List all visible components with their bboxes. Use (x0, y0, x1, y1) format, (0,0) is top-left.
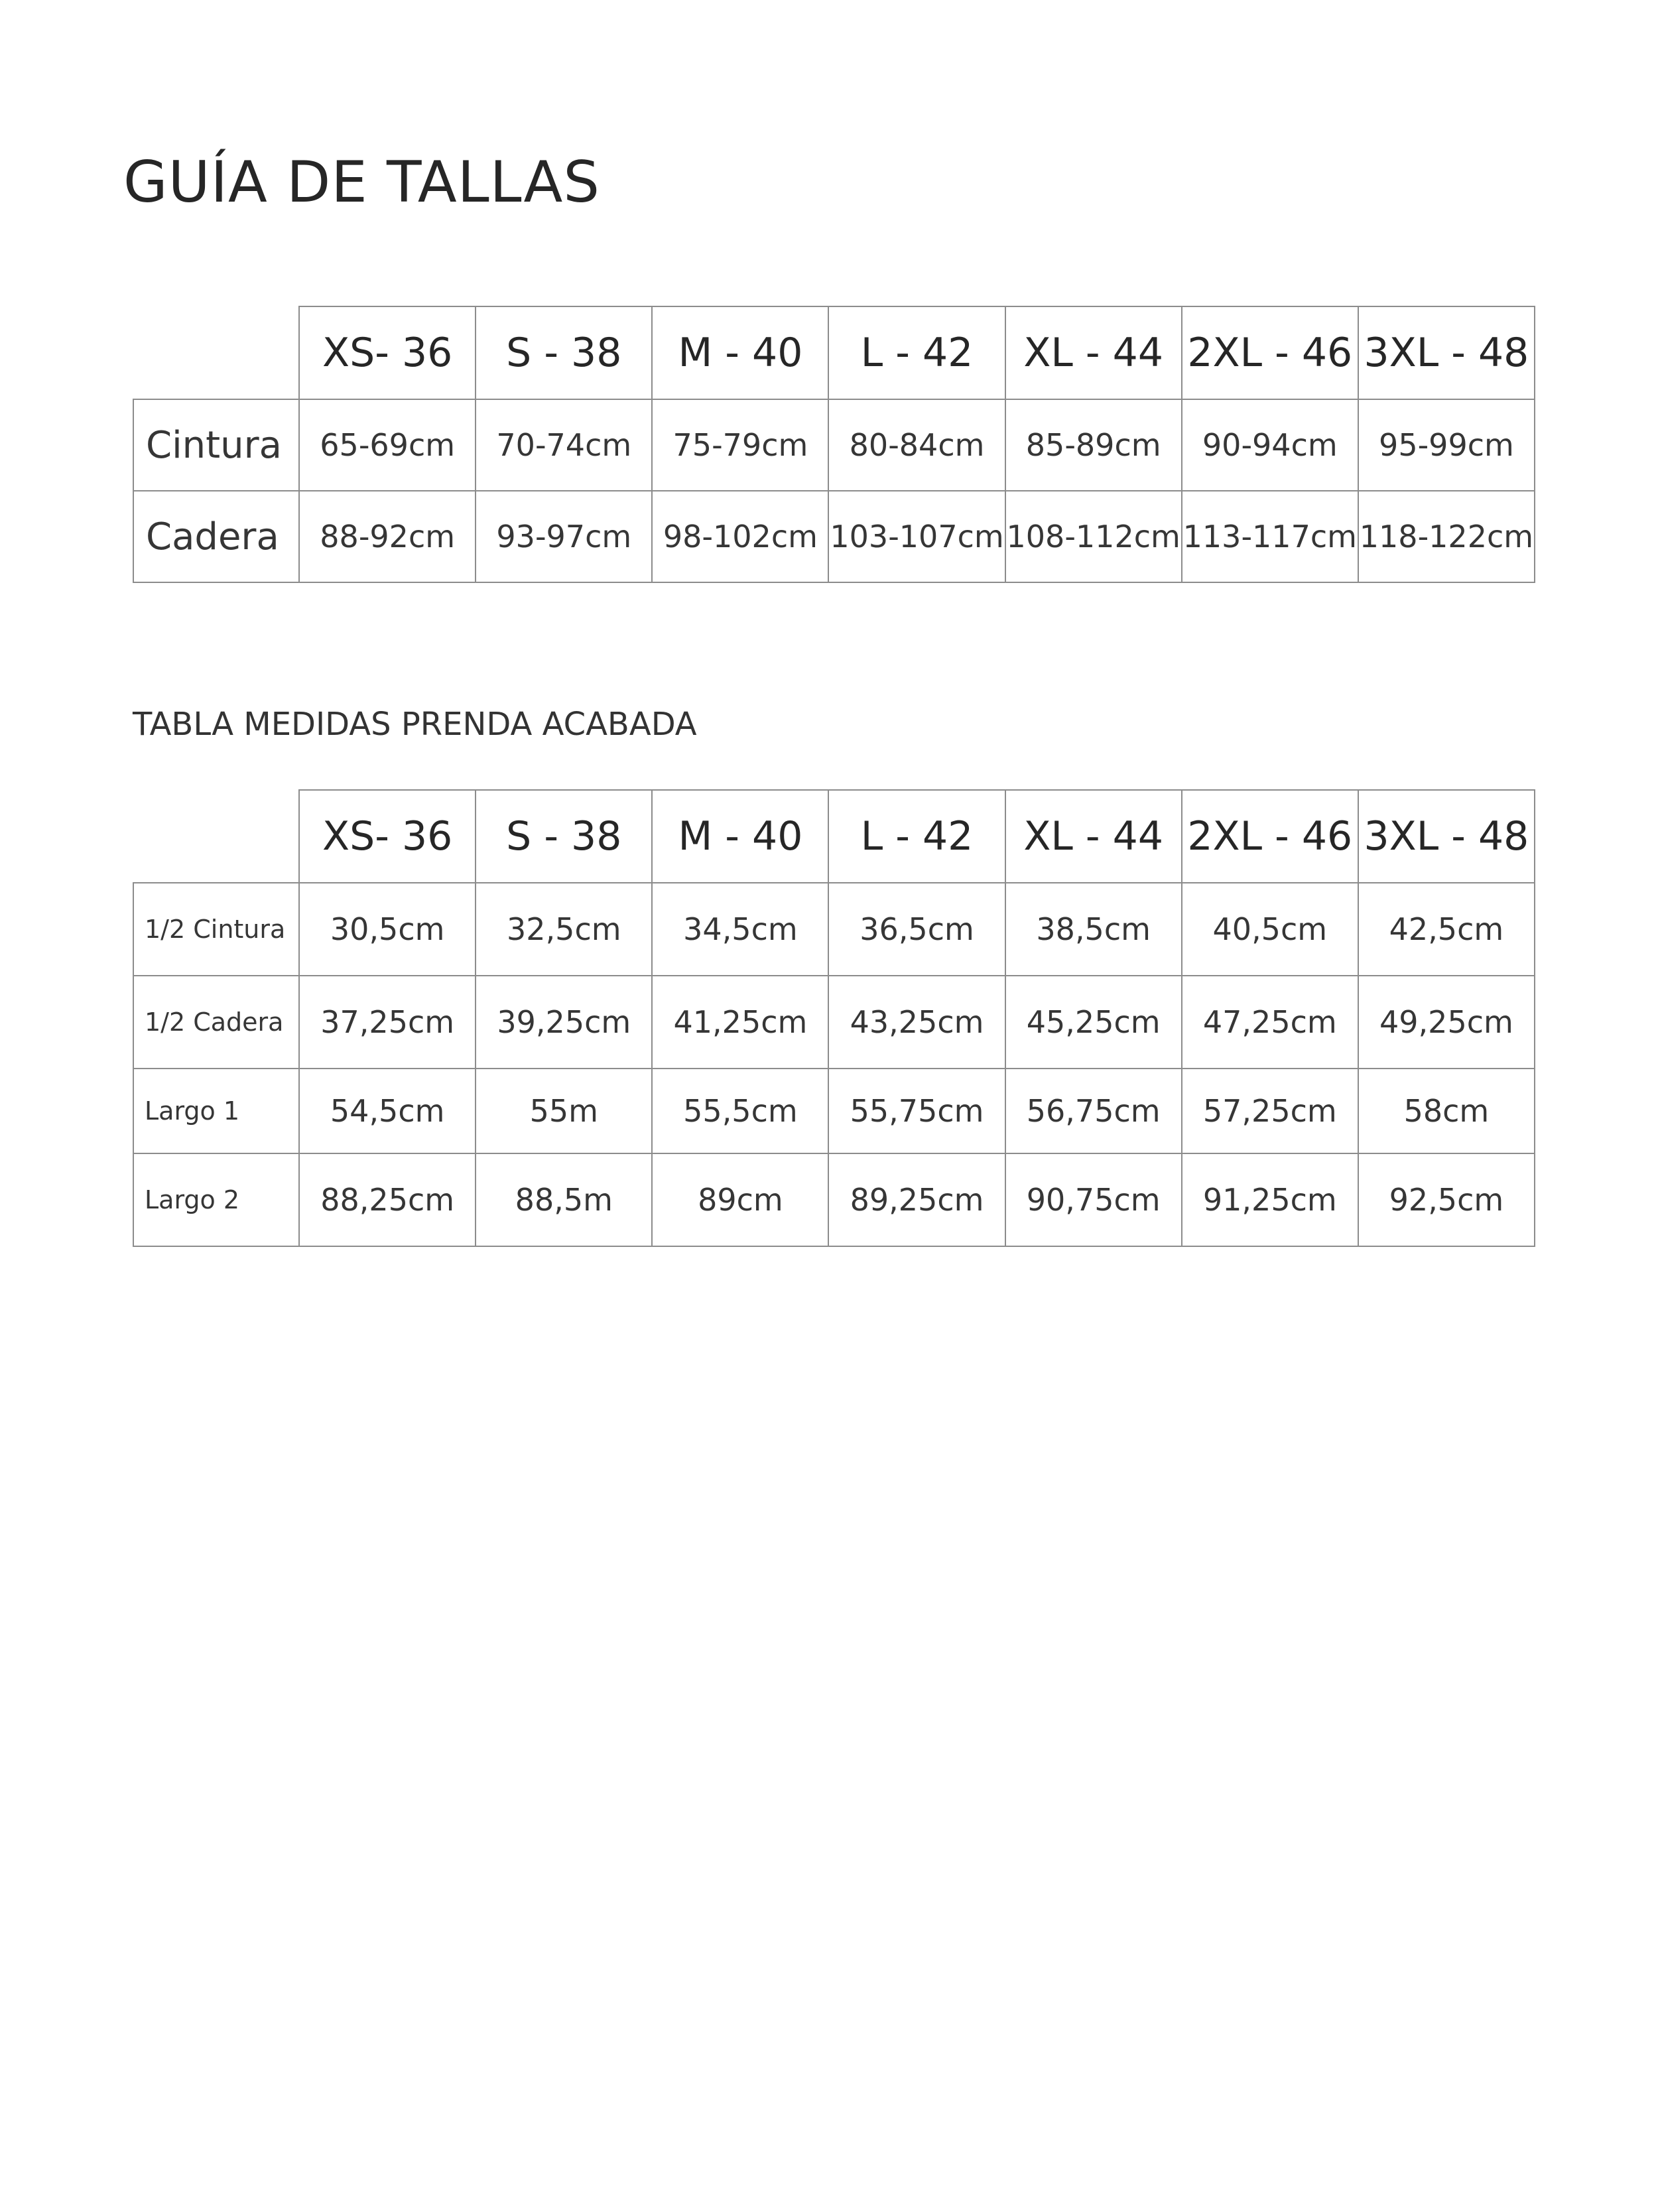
measurement-cell: 41,25cm (652, 976, 828, 1069)
table-row (133, 399, 1535, 491)
measurement-cell: 92,5cm (1358, 1153, 1535, 1246)
measurement-cell: 43,25cm (828, 976, 1005, 1069)
size-header: 3XL - 48 (1358, 306, 1535, 399)
measurement-cell: 90,75cm (1005, 1153, 1182, 1246)
measurement-cell: 89,25cm (828, 1153, 1005, 1246)
measurement-cell: 40,5cm (1182, 883, 1358, 976)
measurement-cell: 47,25cm (1182, 976, 1358, 1069)
table-row (133, 883, 1535, 976)
size-header: XS- 36 (299, 790, 476, 883)
size-header: XS- 36 (299, 306, 476, 399)
measurement-cell: 103-107cm (828, 491, 1005, 582)
measurement-cell: 98-102cm (652, 491, 828, 582)
size-header: L - 42 (828, 306, 1005, 399)
size-header: M - 40 (652, 306, 828, 399)
row-label: Cadera (133, 491, 299, 582)
page-title: GUÍA DE TALLAS (123, 149, 600, 216)
table-row (133, 1069, 1535, 1153)
measurement-cell: 38,5cm (1005, 883, 1182, 976)
measurement-cell: 56,75cm (1005, 1069, 1182, 1153)
size-header: S - 38 (476, 790, 652, 883)
table-row (133, 491, 1535, 582)
row-label: 1/2 Cadera (133, 976, 299, 1069)
measurement-cell: 93-97cm (476, 491, 652, 582)
measurement-cell: 55m (476, 1069, 652, 1153)
measurement-cell: 34,5cm (652, 883, 828, 976)
measurement-cell: 113-117cm (1182, 491, 1358, 582)
measurement-cell: 75-79cm (652, 399, 828, 491)
size-header: 2XL - 46 (1182, 790, 1358, 883)
size-header: 3XL - 48 (1358, 790, 1535, 883)
size-header: S - 38 (476, 306, 652, 399)
table-row (133, 1153, 1535, 1246)
measurement-cell: 39,25cm (476, 976, 652, 1069)
measurement-cell: 88,25cm (299, 1153, 476, 1246)
measurement-cell: 55,5cm (652, 1069, 828, 1153)
measurement-cell: 58cm (1358, 1069, 1535, 1153)
measurement-cell: 88-92cm (299, 491, 476, 582)
measurement-cell: 70-74cm (476, 399, 652, 491)
row-label: 1/2 Cintura (133, 883, 299, 976)
measurement-cell: 57,25cm (1182, 1069, 1358, 1153)
measurement-cell: 65-69cm (299, 399, 476, 491)
row-label: Cintura (133, 399, 299, 491)
size-header: XL - 44 (1005, 790, 1182, 883)
size-header: 2XL - 46 (1182, 306, 1358, 399)
garment-measurements-table (133, 789, 1535, 1247)
measurement-cell: 32,5cm (476, 883, 652, 976)
row-label: Largo 1 (133, 1069, 299, 1153)
corner-cell (133, 306, 299, 399)
measurement-cell: 37,25cm (299, 976, 476, 1069)
size-header: XL - 44 (1005, 306, 1182, 399)
section-title: TABLA MEDIDAS PRENDA ACABADA (133, 706, 697, 743)
measurement-cell: 36,5cm (828, 883, 1005, 976)
size-header-row (133, 790, 1535, 883)
corner-cell (133, 790, 299, 883)
measurement-cell: 45,25cm (1005, 976, 1182, 1069)
measurement-cell: 89cm (652, 1153, 828, 1246)
measurement-cell: 49,25cm (1358, 976, 1535, 1069)
measurement-cell: 88,5m (476, 1153, 652, 1246)
measurement-cell: 90-94cm (1182, 399, 1358, 491)
size-header: M - 40 (652, 790, 828, 883)
measurement-cell: 30,5cm (299, 883, 476, 976)
measurement-cell: 108-112cm (1005, 491, 1182, 582)
size-header: L - 42 (828, 790, 1005, 883)
measurement-cell: 55,75cm (828, 1069, 1005, 1153)
measurement-cell: 80-84cm (828, 399, 1005, 491)
table-row (133, 976, 1535, 1069)
row-label: Largo 2 (133, 1153, 299, 1246)
size-header-row (133, 306, 1535, 399)
measurement-cell: 91,25cm (1182, 1153, 1358, 1246)
measurement-cell: 95-99cm (1358, 399, 1535, 491)
measurement-cell: 118-122cm (1358, 491, 1535, 582)
body-measurements-table (133, 306, 1535, 583)
measurement-cell: 54,5cm (299, 1069, 476, 1153)
measurement-cell: 85-89cm (1005, 399, 1182, 491)
measurement-cell: 42,5cm (1358, 883, 1535, 976)
